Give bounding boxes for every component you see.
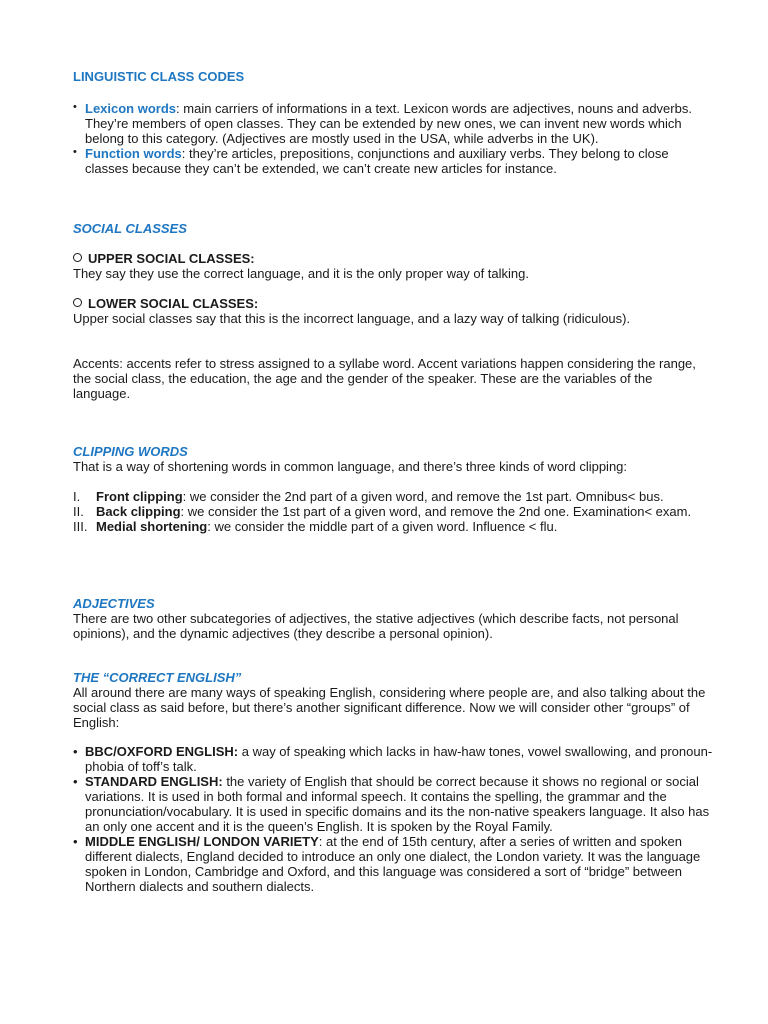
accents-paragraph: Accents: accents refer to stress assigned to a syllabe word. Accent variations happen considering the range, the social class, the education, the age and the gender of the speaker. These are the variables of the language.: [73, 356, 696, 401]
lower-social-classes: LOWER SOCIAL CLASSES: Upper social classes say that this is the incorrect language, and a lazy way of talking (ridiculous).: [73, 296, 631, 326]
circle-bullet-icon: [73, 253, 82, 262]
heading-clipping-words: CLIPPING WORDS: [73, 444, 188, 459]
list-item: • STANDARD ENGLISH: the variety of English that should be correct because it shows no regional or social variations. It is used in both formal and informal speech. It contains the spelling, the grammar and the pronunciation/vocabulary. It is used in specific domains and its the non-native speakers language. It also has an only one accent and it is the queen’s English. It is spoken by the Royal Family.: [73, 774, 713, 834]
clipping-list: [73, 489, 713, 534]
correct-english-intro: All around there are many ways of speaking English, considering where people are, and also talking about the social class as said before, but there’s another significant difference. Now we will consider other “groups” of English:: [73, 685, 706, 730]
english-varieties-list: [73, 744, 713, 894]
list-item: • MIDDLE ENGLISH/ LONDON VARIETY: at the end of 15th century, after a series of written and spoken different dialects, England decided to introduce an only one dialect, the London variety. It was the language spoken in London, Cambridge and Oxford, and this language was considered a sort of “bridge” between Northern dialects and southern dialects.: [73, 834, 713, 894]
list-item: • Lexicon words: main carriers of informations in a text. Lexicon words are adjectives, nouns and adverbs. They’re members of open classes. They can be extended by new ones, we can invent new words which belong to this category. (Adjectives are mostly used in the USA, while adverbs in the UK).: [73, 101, 713, 146]
heading-social-classes: SOCIAL CLASSES: [73, 221, 187, 236]
lexicon-list: [73, 101, 713, 176]
list-item: II. Back clipping: we consider the 1st part of a given word, and remove the 2nd one. Examination< exam.: [73, 504, 692, 519]
circle-bullet-icon: [73, 298, 82, 307]
clipping-intro: That is a way of shortening words in common language, and there’s three kinds of word clipping:: [73, 459, 628, 474]
heading-linguistic-class-codes: LINGUISTIC CLASS CODES: [73, 69, 245, 84]
adjectives-paragraph: There are two other subcategories of adjectives, the stative adjectives (which describe facts, not personal opinions), and the dynamic adjectives (they describe a personal opinion).: [73, 611, 679, 641]
term-lexicon-words: Lexicon words: [85, 101, 177, 116]
heading-correct-english: THE “CORRECT ENGLISH”: [73, 670, 242, 685]
upper-social-classes: UPPER SOCIAL CLASSES: They say they use the correct language, and it is the only proper way of talking.: [73, 251, 529, 281]
list-item: III. Medial shortening: we consider the middle part of a given word. Influence < flu.: [73, 519, 558, 534]
term-function-words: Function words: [85, 146, 182, 161]
heading-adjectives: ADJECTIVES: [73, 596, 155, 611]
list-item: • Function words: they’re articles, prepositions, conjunctions and auxiliary verbs. They belong to close classes because they can’t be extended, we can’t create new articles for instance.: [73, 146, 713, 176]
list-item: • BBC/OXFORD ENGLISH: a way of speaking which lacks in haw-haw tones, vowel swallowing, and pronoun-phobia of toff’s talk.: [73, 744, 713, 774]
list-item: I. Front clipping: we consider the 2nd part of a given word, and remove the 1st part. Omnibus< bus.: [73, 489, 664, 504]
